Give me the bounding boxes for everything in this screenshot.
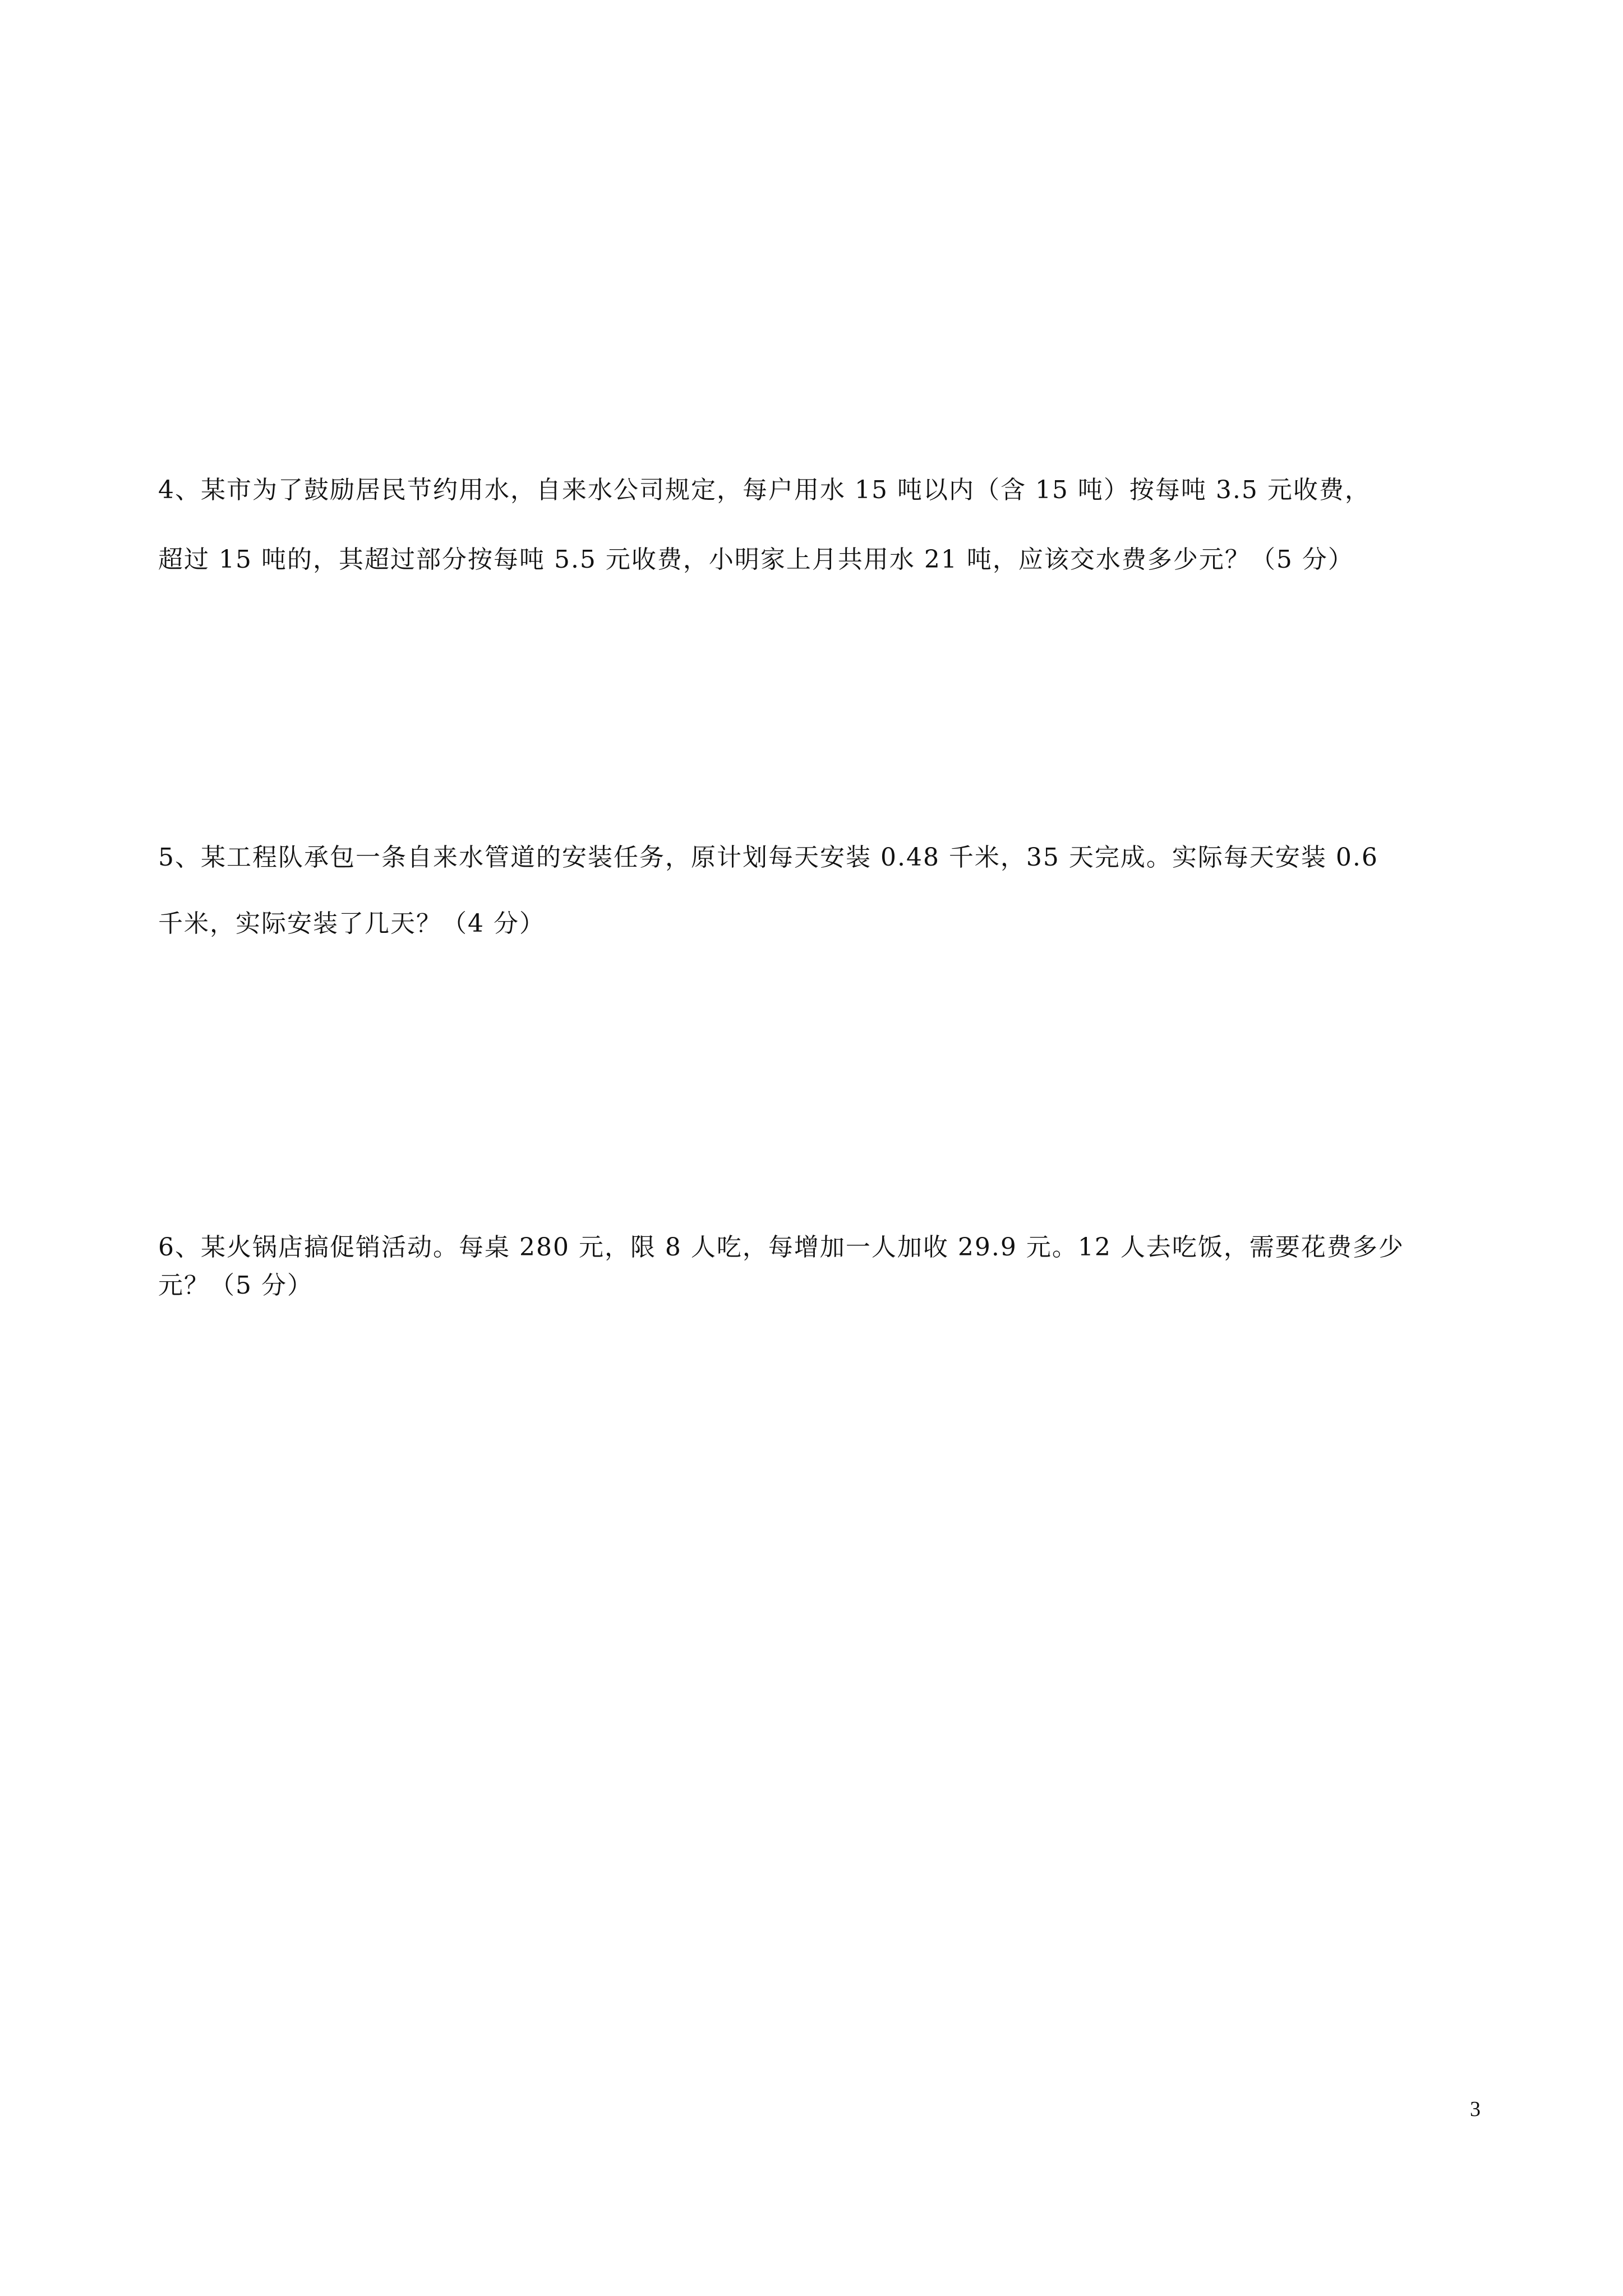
question-line: 6、某火锅店搞促销活动。每桌 280 元，限 8 人吃，每增加一人加收 29.9 元。12 人去吃饭，需要花费多少 <box>158 1233 1404 1262</box>
question-line: 超过 15 吨的，其超过部分按每吨 5.5 元收费，小明家上月共用水 21 吨，应该交水费多少元？（5 分） <box>158 545 1354 574</box>
question-5 <box>158 825 1493 957</box>
question-line: 5、某工程队承包一条自来水管道的安装任务，原计划每天安装 0.48 千米，35 天完成。实际每天安装 0.6 <box>158 843 1378 872</box>
question-4 <box>158 455 1493 595</box>
question-6 <box>158 1228 1493 1305</box>
question-line: 元？（5 分） <box>158 1271 313 1300</box>
question-line: 千米，实际安装了几天？（4 分） <box>158 909 545 938</box>
question-line: 4、某市为了鼓励居民节约用水，自来水公司规定，每户用水 15 吨以内（含 15 吨）按每吨 3.5 元收费， <box>158 476 1371 504</box>
page-number: 3 <box>1470 2097 1481 2121</box>
